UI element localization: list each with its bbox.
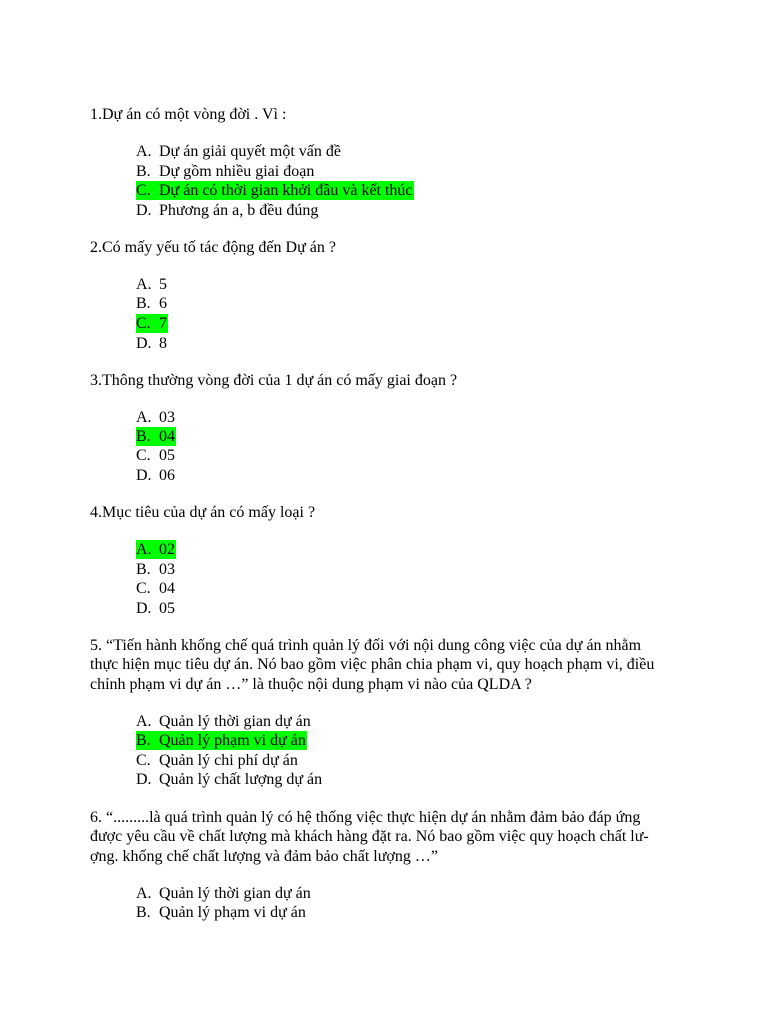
option-text: Quản lý phạm vi dự án bbox=[159, 904, 306, 921]
option-letter: B. bbox=[136, 428, 151, 445]
question-6-text-line-3: ợng. khống chế chất lượng và đảm bảo chất lượng …” bbox=[90, 848, 438, 865]
option-letter: D. bbox=[136, 467, 152, 484]
option-letter: C. bbox=[136, 315, 151, 332]
question-4-option-b bbox=[136, 560, 176, 579]
option-text: 5 bbox=[159, 276, 167, 293]
option-text: Dự án giải quyết một vấn đề bbox=[159, 143, 341, 160]
option-letter: D. bbox=[136, 335, 152, 352]
question-6-text-line-2: được yêu cầu về chất lượng mà khách hàng đặt ra. Nó bao gồm việc quy hoạch chất lư- bbox=[90, 828, 649, 845]
option-text: Quản lý chi phí dự án bbox=[159, 752, 298, 769]
option-letter: A. bbox=[136, 885, 152, 902]
question-3-option-a bbox=[136, 408, 176, 427]
question-2-text: 2.Có mấy yếu tố tác động đến Dự án ? bbox=[90, 239, 336, 256]
question-5-text-line-1: 5. “Tiến hành khống chế quá trình quản lý đối với nội dung công việc của dự án nhằm bbox=[90, 637, 642, 654]
question-5-option-a bbox=[136, 712, 312, 731]
question-4-option-a-correct bbox=[136, 540, 176, 559]
question-1-option-a bbox=[136, 142, 342, 161]
option-text: 02 bbox=[159, 541, 175, 558]
question-4-option-c bbox=[136, 579, 176, 598]
question-1-text: 1.Dự án có một vòng đời . Vì : bbox=[90, 106, 287, 123]
question-3-option-b-correct bbox=[136, 427, 176, 446]
question-5-text-line-2: thực hiện mục tiêu dự án. Nó bao gồm việc phân chia phạm vi, quy hoạch phạm vi, điều bbox=[90, 656, 655, 673]
option-text: Quản lý chất lượng dự án bbox=[159, 771, 323, 788]
question-2-option-a bbox=[136, 275, 168, 294]
option-letter: C. bbox=[136, 580, 151, 597]
option-text: 05 bbox=[159, 447, 175, 464]
option-text: 05 bbox=[159, 600, 175, 617]
question-2-option-c-correct bbox=[136, 314, 168, 333]
option-letter: C. bbox=[136, 182, 151, 199]
option-text: 04 bbox=[159, 580, 175, 597]
option-text: 8 bbox=[159, 335, 167, 352]
option-text: Dự án có thời gian khởi đầu và kết thúc bbox=[159, 182, 413, 199]
question-5-text-line-3: chỉnh phạm vi dự án …” là thuộc nội dung phạm vi nào của QLDA ? bbox=[90, 676, 532, 693]
question-6-text-line-1: 6. “.........là quá trình quản lý có hệ thống việc thực hiện dự án nhằm đảm bảo đáp ứng bbox=[90, 809, 641, 826]
option-text: 06 bbox=[159, 467, 175, 484]
question-5-option-d bbox=[136, 770, 323, 789]
question-1-option-b bbox=[136, 162, 315, 181]
question-2-option-d bbox=[136, 334, 168, 353]
option-letter: A. bbox=[136, 409, 152, 426]
option-letter: D. bbox=[136, 771, 152, 788]
option-letter: C. bbox=[136, 752, 151, 769]
option-letter: B. bbox=[136, 295, 151, 312]
option-letter: A. bbox=[136, 713, 152, 730]
option-letter: B. bbox=[136, 163, 151, 180]
option-text: 04 bbox=[159, 428, 175, 445]
question-1-option-c-correct bbox=[136, 181, 414, 200]
option-text: 03 bbox=[159, 561, 175, 578]
option-text: Quản lý thời gian dự án bbox=[159, 713, 311, 730]
question-2-option-b bbox=[136, 294, 168, 313]
question-5-option-c bbox=[136, 751, 299, 770]
question-4-option-d bbox=[136, 599, 176, 618]
question-6-option-b bbox=[136, 903, 307, 922]
option-letter: D. bbox=[136, 202, 152, 219]
question-1-option-d bbox=[136, 201, 319, 220]
question-5-option-b-correct bbox=[136, 731, 307, 750]
option-text: 7 bbox=[159, 315, 167, 332]
option-text: 03 bbox=[159, 409, 175, 426]
option-text: Quản lý phạm vi dự án bbox=[159, 732, 306, 749]
option-letter: B. bbox=[136, 904, 151, 921]
option-letter: A. bbox=[136, 276, 152, 293]
option-letter: D. bbox=[136, 600, 152, 617]
question-3-option-d bbox=[136, 466, 176, 485]
question-4-text: 4.Mục tiêu của dự án có mấy loại ? bbox=[90, 504, 316, 521]
option-text: 6 bbox=[159, 295, 167, 312]
option-text: Dự gồm nhiều giai đoạn bbox=[159, 163, 315, 180]
option-letter: A. bbox=[136, 143, 152, 160]
question-6-option-a bbox=[136, 884, 312, 903]
option-letter: B. bbox=[136, 732, 151, 749]
option-letter: C. bbox=[136, 447, 151, 464]
question-3-text: 3.Thông thường vòng đời của 1 dự án có mấy giai đoạn ? bbox=[90, 372, 458, 389]
option-text: Phương án a, b đều đúng bbox=[159, 202, 319, 219]
option-letter: A. bbox=[136, 541, 152, 558]
option-text: Quản lý thời gian dự án bbox=[159, 885, 311, 902]
question-3-option-c bbox=[136, 446, 176, 465]
option-letter: B. bbox=[136, 561, 151, 578]
